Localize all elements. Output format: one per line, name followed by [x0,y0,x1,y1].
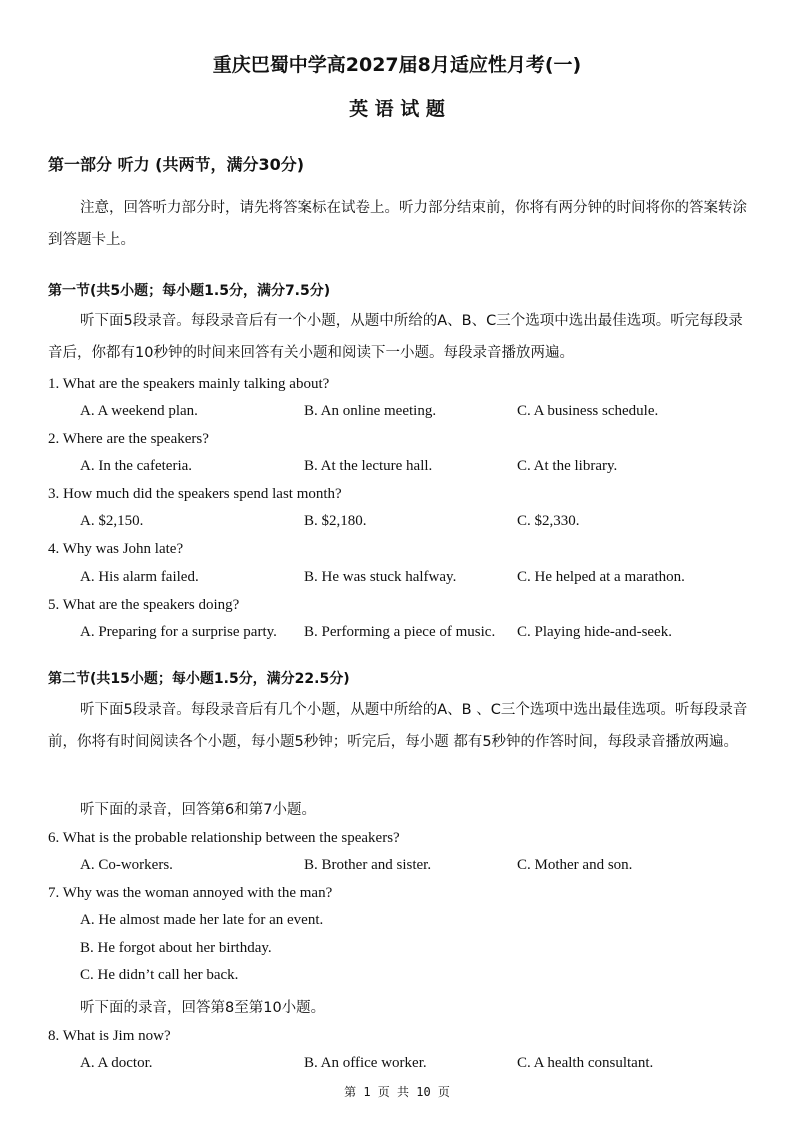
listening-note-6-7: 听下面的录音，回答第6和第7小题。 [80,802,316,818]
question-2: 2. Where are the speakers? [48,431,209,447]
q6-option-b: B. Brother and sister. [304,857,432,873]
q8-option-a: A. A doctor. [80,1055,153,1071]
q6-option-a: A. Co-workers. [80,857,173,873]
question-6: 6. What is the probable relationship between the speakers? [48,830,400,846]
q4-option-c: C. He helped at a marathon. [517,569,685,585]
question-7: 7. Why was the woman annoyed with the man? [48,885,333,901]
q7-option-b: B. He forgot about her birthday. [80,940,272,956]
question-1: 1. What are the speakers mainly talking about? [48,376,330,392]
exam-title: 重庆巴蜀中学高2027届8月适应性月考(一) [212,54,582,76]
question-3: 3. How much did the speakers spend last month? [48,486,342,502]
q5-option-b: B. Performing a piece of music. [304,624,496,640]
q7-option-c: C. He didn’t call her back. [80,967,239,983]
q6-option-c: C. Mother and son. [517,857,633,873]
q1-option-c: C. A business schedule. [517,403,659,419]
section1-instructions: 听下面5段录音。每段录音后有一个小题，从题中所给的A、B、C三个选项中选出最佳选项。听完每段录音后，你都有10秒钟的时间来回答有关小题和阅读下一小题。每段录音播放两遍。 [48,313,743,361]
page-number: 第 1 页 共 10 页 [344,1085,450,1099]
q2-option-a: A. In the cafeteria. [80,458,193,474]
listening-note-8-10: 听下面的录音，回答第8至第10小题。 [80,1000,326,1016]
q5-option-a: A. Preparing for a surprise party. [80,624,277,640]
section2-instructions: 听下面5段录音。每段录音后有几个小题，从题中所给的A、B 、C三个选项中选出最佳选项。听每段录音前，你将有时间阅读各个小题，每小题5秒钟；听完后，每小题 都有5秒钟的作答时间，每段录音播放两遍。 [48,702,748,750]
q8-option-b: B. An office worker. [304,1055,427,1071]
q1-option-b: B. An online meeting. [304,403,437,419]
q3-option-a: A. $2,150. [80,513,144,529]
section1-heading: 第一节(共5小题；每小题1.5分，满分7.5分) [48,283,331,299]
exam-subtitle: 英 语 试 题 [349,98,445,120]
q4-option-b: B. He was stuck halfway. [304,569,457,585]
q1-option-a: A. A weekend plan. [80,403,198,419]
part1-heading: 第一部分 听力 (共两节，满分30分) [48,155,305,174]
part1-notice: 注意，回答听力部分时，请先将答案标在试卷上。听力部分结束前，你将有两分钟的时间将你的答案转涂到答题卡上。 [48,200,747,248]
q5-option-c: C. Playing hide-and-seek. [517,624,672,640]
q2-option-c: C. At the library. [517,458,618,474]
q8-option-c: C. A health consultant. [517,1055,654,1071]
q2-option-b: B. At the lecture hall. [304,458,433,474]
question-5: 5. What are the speakers doing? [48,597,240,613]
question-8: 8. What is Jim now? [48,1028,171,1044]
section2-heading: 第二节(共15小题；每小题1.5分，满分22.5分) [48,671,350,687]
question-4: 4. Why was John late? [48,541,184,557]
q3-option-c: C. $2,330. [517,513,580,529]
q7-option-a: A. He almost made her late for an event. [80,912,324,928]
q3-option-b: B. $2,180. [304,513,367,529]
q4-option-a: A. His alarm failed. [80,569,199,585]
